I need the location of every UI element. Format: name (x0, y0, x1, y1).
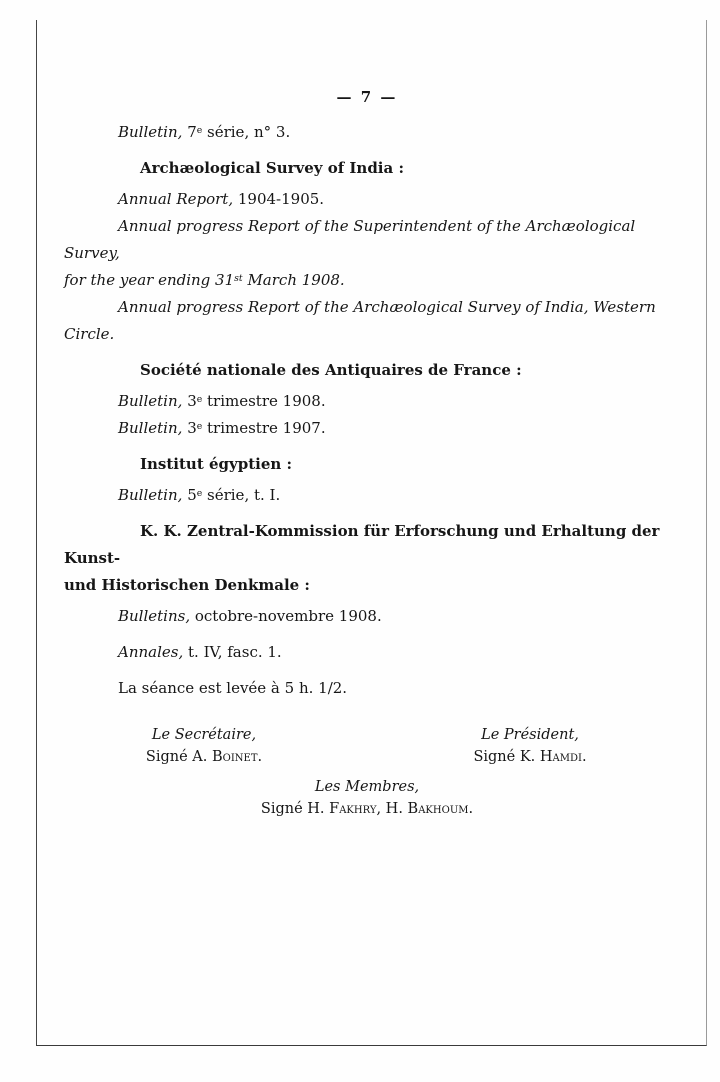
heading-institut-egyptien (64, 451, 670, 478)
text-line (64, 267, 670, 294)
entry-annual-progress-report-western-circle (64, 294, 670, 348)
text-segment: 3 (182, 419, 197, 437)
entry-bulletin-3e-trimestre-1908 (64, 388, 670, 415)
text-segment: Annual Report, (118, 190, 234, 208)
text-segment: 3 (182, 392, 197, 410)
text-segment: 5 (182, 486, 197, 504)
text-segment: st (234, 272, 243, 284)
text-line (64, 482, 670, 509)
text-segment: Institut égyptien : (140, 455, 293, 473)
text-segment: Bulletin, (118, 392, 183, 410)
text-segment: March 1908. (242, 271, 345, 289)
secretary-role (104, 724, 304, 746)
text-line (64, 357, 670, 384)
entry-bulletin-7e-serie (64, 119, 670, 146)
text-segment: Le Président, (481, 727, 579, 743)
text-segment: Archæological Survey of India : (140, 159, 404, 177)
document-body (64, 119, 670, 702)
text-segment: Bulletins, (118, 607, 191, 625)
text-segment: La séance est levée à 5 h. 1/2. (118, 679, 348, 697)
entry-annual-progress-report-superintendent (64, 213, 670, 294)
text-segment: Signé A. (145, 749, 212, 765)
text-segment: trimestre 1907. (202, 419, 326, 437)
text-segment: série, n° 3. (202, 123, 291, 141)
text-segment: Signé K. (473, 749, 540, 765)
heading-archaeological-survey-of-india (64, 155, 670, 182)
signature-members (64, 776, 670, 820)
entry-bulletin-3e-trimestre-1907 (64, 415, 670, 442)
text-line (64, 572, 670, 599)
page-number: — 7 — (336, 88, 398, 106)
text-segment: Hamdi (539, 749, 582, 765)
text-segment: K. K. Zentral-Kommission für Erforschung und Erhaltung der Kunst- (64, 522, 660, 567)
heading-societe-nationale-antiquaires (64, 357, 670, 384)
text-segment: e (196, 487, 203, 499)
text-segment: Société nationale des Antiquaires de France : (140, 361, 522, 379)
text-segment: trimestre 1908. (202, 392, 326, 410)
signature-secretary (104, 724, 304, 768)
text-line (64, 415, 670, 442)
text-segment: Annual progress Report of the Archæological Survey of India, Western Circle. (64, 298, 656, 343)
text-segment: t. IV, fasc. 1. (183, 643, 282, 661)
signature-president (430, 724, 630, 768)
text-segment: e (196, 420, 203, 432)
signature-row (64, 724, 670, 768)
entry-bulletins-octobre-novembre-1908 (64, 603, 670, 630)
text-line (64, 119, 670, 146)
text-line (64, 155, 670, 182)
text-segment: Fakhry (329, 801, 377, 817)
text-segment: Annales, (118, 643, 184, 661)
president-role (430, 724, 630, 746)
text-segment: Bulletin, (118, 486, 183, 504)
text-segment: Bakhoum (407, 801, 469, 817)
text-segment: e (196, 393, 203, 405)
text-segment: e (196, 124, 203, 136)
text-segment: Bulletin, (118, 123, 183, 141)
text-segment: Boinet (211, 749, 258, 765)
text-segment: , H. (376, 801, 408, 817)
text-line (64, 294, 670, 348)
text-segment: Signé H. (260, 801, 330, 817)
heading-kk-zentral-kommission (64, 518, 670, 599)
text-segment: 1904-1905. (233, 190, 325, 208)
text-segment: . (257, 749, 263, 765)
text-line (64, 388, 670, 415)
president-signed (430, 746, 630, 768)
text-segment: 7 (182, 123, 197, 141)
text-segment: Annual progress Report of the Superintendent of the Archæological Survey, (64, 217, 636, 262)
entry-bulletin-5e-serie (64, 482, 670, 509)
members-signed (64, 798, 670, 820)
text-line (64, 603, 670, 630)
text-segment: . (468, 801, 474, 817)
closing-la-seance (64, 675, 670, 702)
entry-annales-t-iv (64, 639, 670, 666)
text-segment: . (581, 749, 587, 765)
text-segment: série, t. I. (202, 486, 281, 504)
text-line (64, 451, 670, 478)
members-role (64, 776, 670, 798)
text-segment: Le Secrétaire, (151, 727, 257, 743)
text-segment: Les Membres, (314, 779, 420, 795)
text-line (64, 639, 670, 666)
text-line (64, 518, 670, 572)
entry-annual-report-1904-1905 (64, 186, 670, 213)
text-line (64, 186, 670, 213)
text-segment: Bulletin, (118, 419, 183, 437)
text-segment: for the year ending 31 (64, 271, 235, 289)
text-line (64, 675, 670, 702)
secretary-signed (104, 746, 304, 768)
text-segment: octobre-novembre 1908. (190, 607, 382, 625)
text-line (64, 213, 670, 267)
text-segment: und Historischen Denkmale : (64, 576, 310, 594)
